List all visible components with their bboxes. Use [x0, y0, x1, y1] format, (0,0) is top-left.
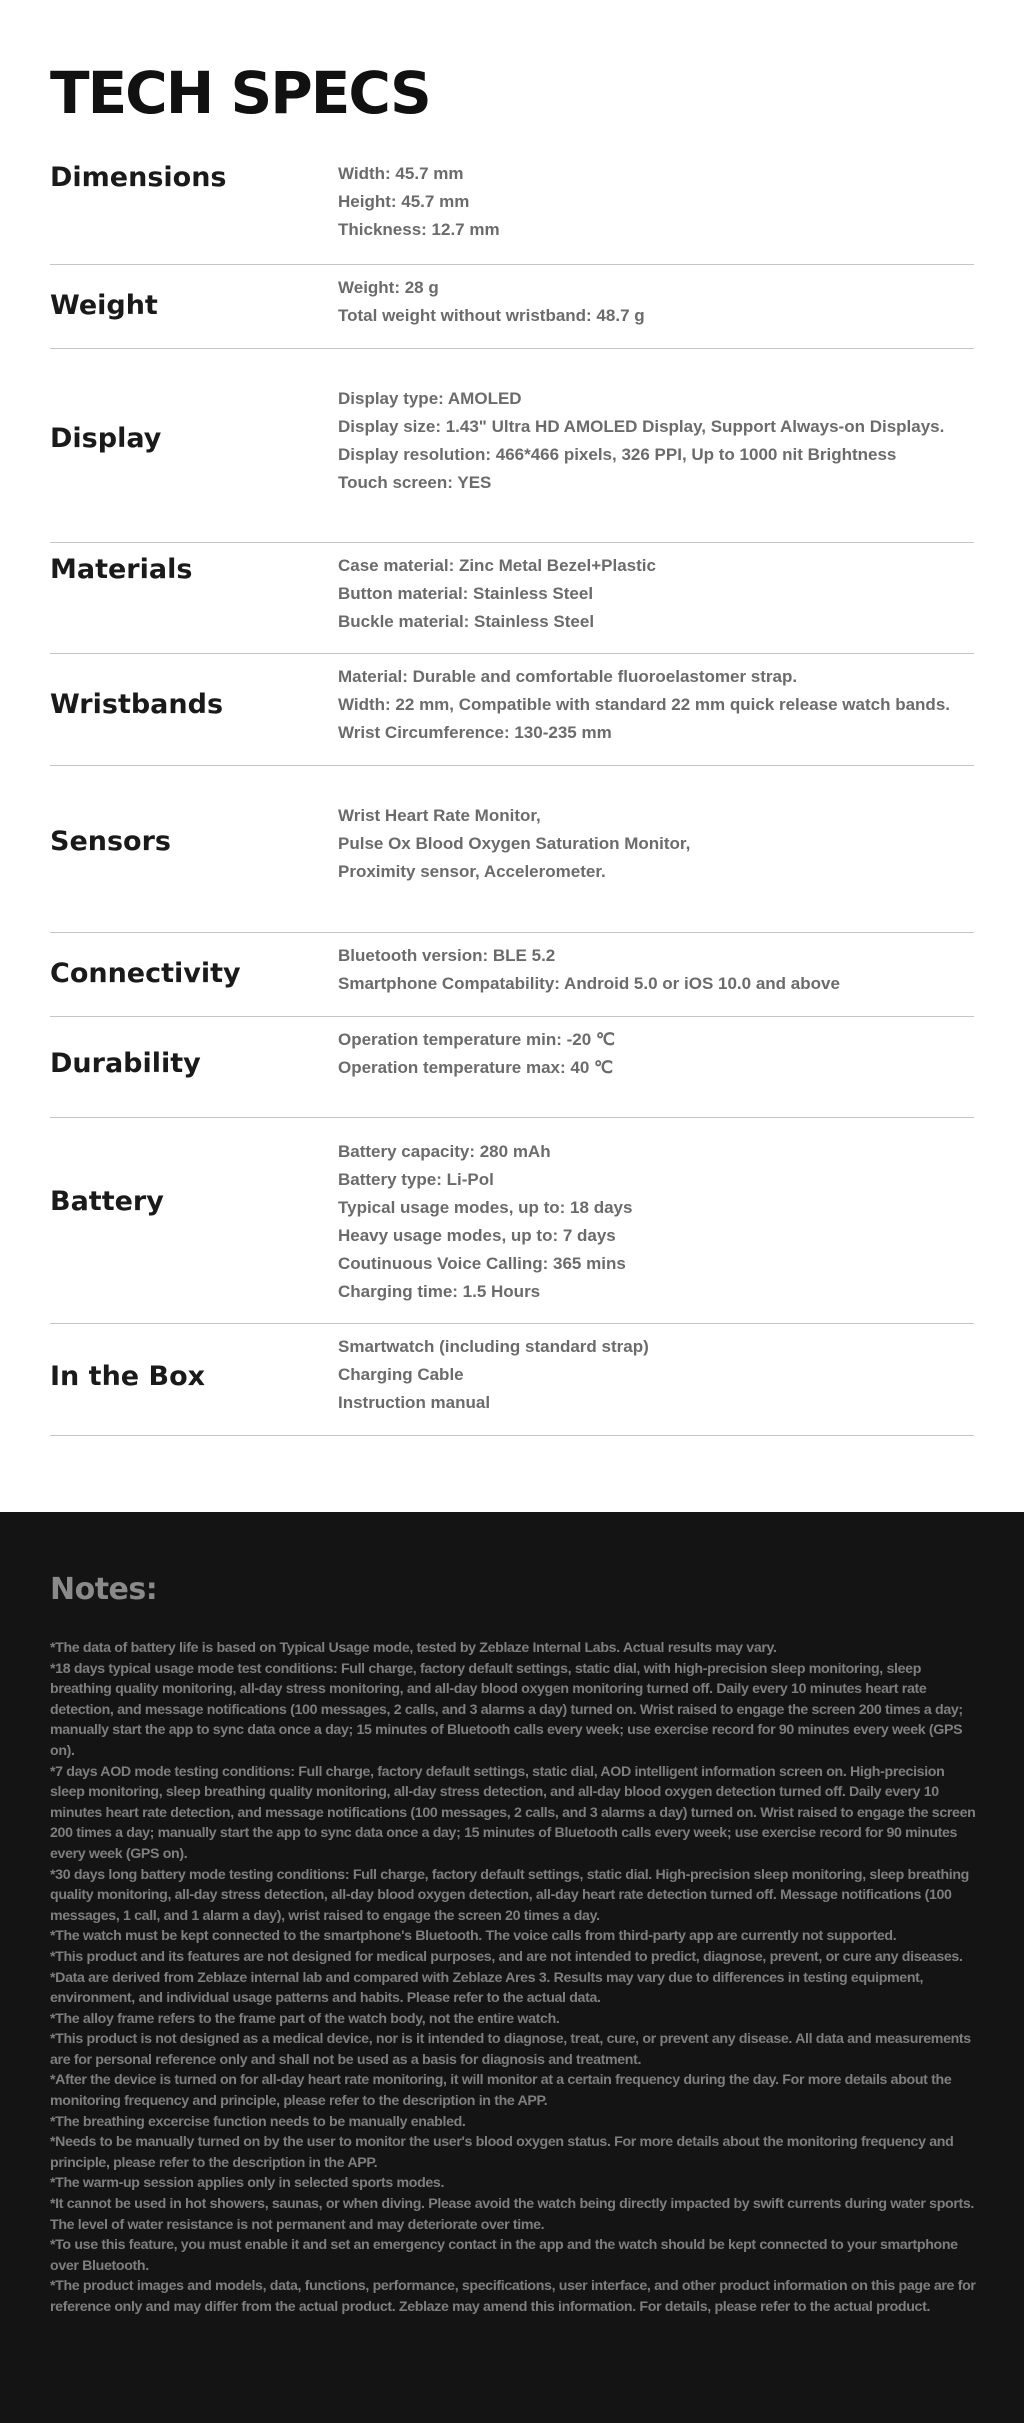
spec-value: Coutinuous Voice Calling: 365 mins	[338, 1254, 626, 1273]
spec-values	[338, 663, 950, 747]
spec-value: Operation temperature min: -20 ℃	[338, 1030, 615, 1049]
note-item: *The warm-up session applies only in selected sports modes.	[50, 2175, 445, 2192]
spec-value: Material: Durable and comfortable fluoroelastomer strap.	[338, 667, 798, 686]
divider	[50, 264, 974, 265]
spec-value: Smartphone Compatability: Android 5.0 or iOS 10.0 and above	[338, 974, 840, 993]
spec-value: Buckle material: Stainless Steel	[338, 612, 595, 631]
spec-value: Bluetooth version: BLE 5.2	[338, 946, 556, 965]
note-item: *The watch must be kept connected to the smartphone's Bluetooth. The voice calls from third-party app are currently not supported.	[50, 1928, 897, 1945]
note-item: *This product and its features are not designed for medical purposes, and are not intended to predict, diagnose, prevent, or cure any diseases.	[50, 1948, 963, 1965]
spec-label: Display	[50, 423, 162, 454]
spec-values	[338, 802, 690, 886]
note-item: *30 days long battery mode testing conditions: Full charge, factory default settings, static dial. High-precision sleep monitoring, sleep breathing quality monitoring, all-day stress detection, all-day blood oxygen detection, all-day heart rate detection turned off. Message notifications (100 messages, 1 call, and 1 alarm a day), wrist raised to engage the screen 20 times a day.	[50, 1866, 969, 1924]
spec-label: Sensors	[50, 826, 171, 857]
divider	[50, 1016, 974, 1017]
spec-value: Battery capacity: 280 mAh	[338, 1142, 551, 1161]
note-item: *This product is not designed as a medical device, nor is it intended to diagnose, treat, cure, or prevent any disease. All data and measurements are for personal reference only and shall not be used as a basis for diagnosis and treatment.	[50, 2031, 971, 2068]
spec-value: Wrist Heart Rate Monitor,	[338, 806, 541, 825]
spec-value: Button material: Stainless Steel	[338, 584, 594, 603]
note-item: *It cannot be used in hot showers, saunas, or when diving. Please avoid the watch being directly impacted by swift currents during water sports. The level of water resistance is not permanent and may deteriorate over time.	[50, 2196, 975, 2233]
divider	[50, 1117, 974, 1118]
spec-value: Typical usage modes, up to: 18 days	[338, 1198, 633, 1217]
spec-value: Pulse Ox Blood Oxygen Saturation Monitor,	[338, 834, 691, 853]
notes-section	[0, 1512, 1024, 2423]
spec-value: Display size: 1.43" Ultra HD AMOLED Display, Support Always-on Displays.	[338, 417, 945, 436]
note-item: *The data of battery life is based on Typical Usage mode, tested by Zeblaze Internal Labs. Actual results may vary.	[50, 1640, 777, 1656]
spec-label: Dimensions	[50, 162, 227, 193]
spec-value: Charging Cable	[338, 1365, 464, 1384]
note-item: *Data are derived from Zeblaze internal lab and compared with Zeblaze Ares 3. Results may vary due to differences in testing equipment, environment, and individual usage patterns and habits. Please refer to the actual data.	[50, 1969, 924, 2007]
note-item: *The product images and models, data, functions, performance, specifications, user interface, and other product information on this page are for reference only and may differ from the actual product. Zeblaze may amend this information. For details, please refer to the actual product.	[50, 2278, 976, 2315]
notes-title: Notes:	[50, 1572, 158, 1607]
divider	[50, 1323, 974, 1324]
spec-values	[338, 385, 944, 497]
spec-values	[338, 274, 645, 330]
spec-label: Materials	[50, 554, 193, 585]
spec-values	[338, 942, 840, 998]
spec-value: Thickness: 12.7 mm	[338, 220, 500, 239]
spec-value: Width: 22 mm, Compatible with standard 22 mm quick release watch bands.	[338, 695, 950, 714]
spec-value: Total weight without wristband: 48.7 g	[338, 306, 645, 325]
note-item: *7 days AOD mode testing conditions: Full charge, factory default settings, static dial, AOD intelligent information screen on. High-precision sleep monitoring, sleep breathing quality monitoring, all-day stress detection, and all-day blood oxygen detection turned off. Daily every 10 minutes heart rate detection, and message notifications (100 messages, 2 calls, and 3 alarms a day) turned on. Wrist raised to engage the screen 200 times a day; manually start the app to sync data once a day; 15 minutes of Bluetooth calls every week; use exercise record for 90 minutes every week (GPS on).	[50, 1763, 976, 1862]
divider	[50, 653, 974, 654]
divider	[50, 348, 974, 349]
spec-label: Wristbands	[50, 689, 224, 720]
note-item: *18 days typical usage mode test conditions: Full charge, factory default settings, static dial, with high-precision sleep monitoring, sleep breathing quality monitoring, all-day stress monitoring, and all-day blood oxygen monitoring turned off. Daily every 10 minutes heart rate detection, and message notifications (100 messages, 2 calls, and 3 alarms a day) turned on. Wrist raised to engage the screen 200 times a day; manually start the app to sync data once a day; 15 minutes of Bluetooth calls every week; use exercise record for 90 minutes every week (GPS on).	[50, 1660, 963, 1759]
spec-value: Heavy usage modes, up to: 7 days	[338, 1226, 616, 1245]
spec-value: Display type: AMOLED	[338, 389, 522, 408]
note-item: *The breathing excercise function needs to be manually enabled.	[50, 2113, 466, 2130]
spec-value: Height: 45.7 mm	[338, 192, 470, 211]
spec-value: Display resolution: 466*466 pixels, 326 PPI, Up to 1000 nit Brightness	[338, 445, 897, 464]
page-title: TECH SPECS	[50, 59, 430, 127]
note-item: *Needs to be manually turned on by the user to monitor the user's blood oxygen status. For more details about the monitoring frequency and principle, please refer to the description in the APP.	[50, 2134, 954, 2171]
spec-value: Battery type: Li-Pol	[338, 1170, 494, 1189]
spec-value: Operation temperature max: 40 ℃	[338, 1058, 614, 1077]
spec-value: Instruction manual	[338, 1393, 491, 1412]
note-item: *The alloy frame refers to the frame part of the watch body, not the entire watch.	[50, 2010, 560, 2027]
spec-value: Touch screen: YES	[338, 473, 492, 492]
spec-value: Smartwatch (including standard strap)	[338, 1337, 649, 1356]
spec-label: Durability	[50, 1048, 201, 1079]
divider	[50, 1435, 974, 1436]
note-item: *To use this feature, you must enable it and set an emergency contact in the app and the watch should be kept connected to your smartphone over Bluetooth.	[50, 2237, 958, 2274]
spec-value: Proximity sensor, Accelerometer.	[338, 862, 606, 881]
spec-values	[338, 1138, 632, 1306]
spec-label: Connectivity	[50, 958, 241, 989]
divider	[50, 542, 974, 543]
spec-values	[338, 552, 656, 636]
spec-values	[338, 1333, 649, 1417]
spec-label: In the Box	[50, 1361, 206, 1392]
spec-label: Weight	[50, 290, 158, 321]
divider	[50, 765, 974, 766]
notes-body	[50, 1638, 980, 2318]
spec-value: Case material: Zinc Metal Bezel+Plastic	[338, 556, 656, 575]
spec-value: Width: 45.7 mm	[338, 164, 464, 183]
divider	[50, 932, 974, 933]
spec-value: Wrist Circumference: 130-235 mm	[338, 723, 612, 742]
spec-value: Weight: 28 g	[338, 278, 439, 297]
spec-label: Battery	[50, 1186, 164, 1217]
note-item: *After the device is turned on for all-day heart rate monitoring, it will monitor at a certain frequency during the day. For more details about the monitoring frequency and principle, please refer to the description in the APP.	[50, 2072, 952, 2110]
spec-values	[338, 1026, 615, 1082]
spec-values	[338, 160, 500, 244]
spec-value: Charging time: 1.5 Hours	[338, 1282, 541, 1301]
